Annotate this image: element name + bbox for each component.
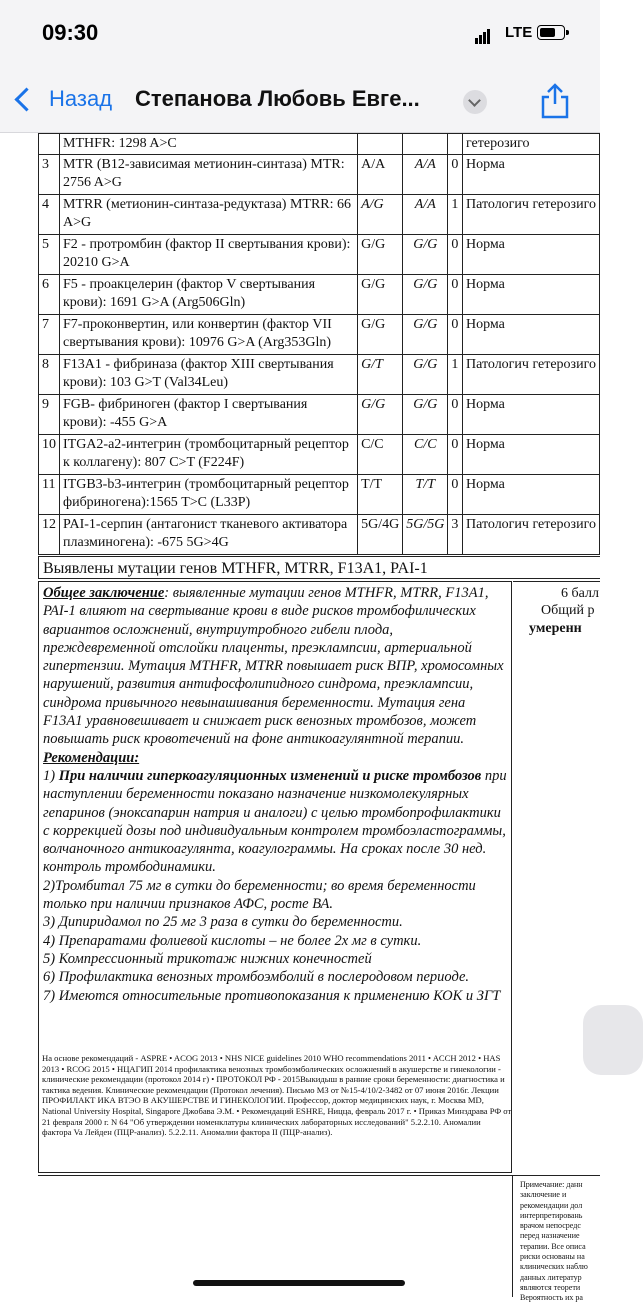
gene-result: Норма — [462, 475, 599, 515]
table-row: 3 MTR (В12-зависимая метионин-синтаза) MTR: 2756 A>G A/A A/A 0 Норма — [39, 155, 600, 195]
gene-result: Норма — [462, 435, 599, 475]
gene-result: Норма — [462, 395, 599, 435]
back-button[interactable] — [18, 86, 112, 112]
gene-result: Норма — [462, 155, 599, 195]
conclusion-heading: Общее заключение — [43, 585, 165, 601]
gene-result: Норма — [462, 275, 599, 315]
recommendation-6: 6) Профилактика венозных тромбоэмболий в послеродовом периоде. — [43, 969, 470, 986]
gene-name: ITGA2-a2-интегрин (тромбоцитарный рецептор к коллагену): 807 C>T (F224F) — [60, 435, 358, 475]
back-label: Назад — [49, 86, 113, 111]
recommendation-4: 4) Препаратами фолиевой кислоты – не более 2х мг в сутки. — [43, 932, 422, 949]
gene-result: гетерозиго — [462, 134, 599, 155]
gene-name: MTHFR: 1298 A>C — [60, 134, 358, 155]
risk-points: 6 балл — [561, 586, 599, 601]
table-row — [39, 134, 600, 155]
gene-name: F13A1 - фибриназа (фактор XIII свертывания крови): 103 G>T (Val34Leu) — [60, 355, 358, 395]
table-row: 8 F13A1 - фибриназа (фактор XIII свертывания крови): 103 G>T (Val34Leu) G/T G/G 1 Патологич гетерозиго — [39, 355, 600, 395]
table-row: 4 MTRR (метионин-синтаза-редуктаза) MTRR: 66 A>G A/G A/A 1 Патологич гетерозиго — [39, 195, 600, 235]
conclusion-text: : выявленные мутации генов MTHFR, MTRR, F13A1, PAI-1 влияют на свертывание крови в виде рисков тромбофилических вариантов осложнений, внутриутробного гибели плода, преждевременной отслойки плаценты, преэклампсии, артериальной гипертензии. Мутация MTHFR, MTRR повышает риск ВПР, хромосомных нарушений, развития антифосфолипидного синдрома, преэклампсии, синдрома привычного невынашивания беременности. Мутация гена F13A1 уравновешивает и снижает риск венозных тромбозов, может повышать риск кровотечений на фоне антикоагулянтной терапии. — [43, 585, 504, 748]
table-row: 6 F5 - проакцелерин (фактор V свертывания крови): 1691 G>A (Arg506Gln) G/G G/G 0 Норма — [39, 275, 600, 315]
gene-result: Норма — [462, 315, 599, 355]
gene-name: MTR (В12-зависимая метионин-синтаза) MTR: 2756 A>G — [60, 155, 358, 195]
battery-icon — [537, 25, 565, 40]
share-icon[interactable] — [538, 82, 572, 120]
risk-level: умеренн — [529, 621, 582, 636]
recommendation-2: 2)Тромбитал 75 мг в сутки до беременности; во время беременности только при наличии признаков АФС, росте ВА. — [43, 877, 476, 913]
cellular-signal-icon — [475, 26, 491, 44]
gene-name: PAI-1-серпин (антагонист тканевого активатора плазминогена): -675 5G>4G — [60, 515, 358, 555]
total-risk-label: Общий р — [541, 603, 595, 618]
gene-name: F7-проконвертин, или конвертин (фактор VII свертывания крови): 10976 G>A (Arg353Gln) — [60, 315, 358, 355]
table-row: 10 ITGA2-a2-интегрин (тромбоцитарный рецептор к коллагену): 807 C>T (F224F) C/C C/C 0 Норма — [39, 435, 600, 475]
gene-name: F2 - протромбин (фактор II свертывания крови): 20210 G>A — [60, 235, 358, 275]
references-text: На основе рекомендаций - ASPRE • ACOG 2013 • NHS NICE guidelines 2010 WHO recommendations 2011 • ACCH 2012 • HAS 2013 • RCOG 2015 • НЦАГИП 2014 профилактика венозных тромбоэмболических осложнений в акушерстве и гинекологии - клинические рекомендации (протокол 2014 г) • ПРОТОКОЛ РФ - 2015Выкидыш в ранние сроки беременности: диагностика и тактика ведения. Клинические рекомендации (Протокол лечения). Письмо МЗ от №15-4/10/2-3482 от 07 июня 2016г. Лекции ПРОФИЛАКТ ИКА ВТЭО В АКУШЕРСТВЕ И ГИНЕКОЛОГИИ. Профессор, доктор медицинских наук, г. Москва MD, National University Hospital, Singapore Джобава Э.М. • Рекомендаций ESHRE, Ницца, февраль 2017 г. • Приказ Минздрава РФ от 21 февраля 2000 г. N 64 "Об утверждении номенклатуры клинических лабораторных исследований" 5.2.2.10. Аномалии фактора Va Лейден (ПЦР-анализ). 5.2.2.11. Аномалии фактора II (ПЦР-анализ). — [42, 1053, 512, 1138]
navigation-bar — [0, 70, 600, 133]
divider — [38, 1175, 600, 1176]
chevron-down-icon[interactable] — [463, 90, 487, 114]
footnote: Примечание: данн заключение и рекомендации дол интерпретировань врачом непосредс перед назначение терапии. Все описа риски основаны на клинических наблю данных литератур являются теорети Вероятность их ра — [520, 1180, 588, 1303]
gene-result: Патологич гетерозиго — [462, 515, 599, 555]
status-bar — [0, 0, 600, 70]
gene-name: F5 - проакцелерин (фактор V свертывания крови): 1691 G>A (Arg506Gln) — [60, 275, 358, 315]
table-row: 7 F7-проконвертин, или конвертин (фактор VII свертывания крови): 10976 G>A (Arg353Gln) G/G G/G 0 Норма — [39, 315, 600, 355]
chevron-left-icon — [14, 87, 38, 111]
recommendations-heading: Рекомендации: — [43, 749, 140, 766]
gene-result: Патологич гетерозиго — [462, 195, 599, 235]
risk-score-panel — [513, 581, 600, 1174]
table-row: 9 FGB- фибриноген (фактор I свертывания крови): -455 G>A G/G G/G 0 Норма — [39, 395, 600, 435]
table-row: 5 F2 - протромбин (фактор II свертывания крови): 20210 G>A G/G G/G 0 Норма — [39, 235, 600, 275]
divider — [512, 1175, 513, 1297]
mutations-summary: Выявлены мутации генов MTHFR, MTRR, F13A1, PAI-1 — [38, 556, 600, 579]
gene-result: Норма — [462, 235, 599, 275]
recommendation-3: 3) Дипиридамол по 25 мг 3 раза в сутки до беременности. — [43, 914, 403, 931]
conclusion-block: Общее заключение: выявленные мутации генов MTHFR, MTRR, F13A1, PAI-1 влияют на свертывание крови в виде рисков тромбофилических вариантов осложнений, внутриутробного гибели плода, преждевременной отслойки плаценты, преэклампсии, артериальной гипертензии. Мутация MTHFR, MTRR повышает риск ВПР, хромосомных нарушений, развития антифосфолипидного синдрома, преэклампсии, синдрома привычного невынашивания беременности. Мутация гена F13A1 уравновешивает и снижает риск венозных тромбозов, может повышать риск кровотечений на фоне антикоагулянтной терапии. Рекомендации: 1) При наличии гиперкоагуляционных изменений и риске тромбозов при наступлении беременности показано назначение низкомолекулярных гепаринов (эноксапарин натрия и аналоги) с целью тромбопрофилактики с коррекцией дозы под индивидуальным контролем тромбоэластограммы, волчаночного антикоагулянта, коагулограммы. На сроках после 30 нед. контроль тромбодинамики. 2)Тромбитал 75 мг в сутки до беременности; во время беременности только при наличии признаков АФС, росте ВА. 3) Дипиридамол по 25 мг 3 раза в сутки до беременности. 4) Препаратами фолиевой кислоты – не более 2х мг в сутки. 5) Компрессионный трикотаж нижних конечностей 6) Профилактика венозных тромбоэмболий в послеродовом периоде. 7) Имеются относительные противопоказания к применению КОК и ЗГТ — [38, 581, 512, 1173]
recommendation-7: 7) Имеются относительные противопоказания к применению КОК и ЗГТ — [43, 987, 501, 1004]
table-row: 12 PAI-1-серпин (антагонист тканевого активатора плазминогена): -675 5G>4G 5G/4G 5G/5G 3 Патологич гетерозиго — [39, 515, 600, 555]
overlay-button[interactable] — [583, 1005, 643, 1075]
gene-name: MTRR (метионин-синтаза-редуктаза) MTRR: 66 A>G — [60, 195, 358, 235]
gene-table — [38, 133, 600, 555]
pdf-document[interactable] — [0, 133, 600, 1303]
table-row: 11 ITGB3-b3-интегрин (тромбоцитарный рецептор фибриногена):1565 T>C (L33P) T/T T/T 0 Норма — [39, 475, 600, 515]
gene-name: FGB- фибриноген (фактор I свертывания крови): -455 G>A — [60, 395, 358, 435]
gene-result: Патологич гетерозиго — [462, 355, 599, 395]
recommendation-1-bold: При наличии гиперкоагуляционных изменений и риске тромбозов — [58, 767, 482, 784]
status-time: 09:30 — [42, 20, 99, 45]
recommendation-1: при наступлении беременности показано назначение низкомолекулярных гепаринов (эноксапарин натрия и аналоги) с целью тромбопрофилактики с коррекцией дозы под индивидуальным контролем тромбоэластограммы, волчаночного антикоагулянта, коагулограммы. На сроках после 30 нед. контроль тромбодинамики. — [43, 767, 507, 876]
network-type: LTE — [505, 24, 533, 41]
recommendation-5: 5) Компрессионный трикотаж нижних конечностей — [43, 950, 372, 967]
document-title[interactable]: Степанова Любовь Евге... — [135, 86, 420, 111]
home-indicator[interactable] — [193, 1280, 405, 1286]
gene-name: ITGB3-b3-интегрин (тромбоцитарный рецептор фибриногена):1565 T>C (L33P) — [60, 475, 358, 515]
